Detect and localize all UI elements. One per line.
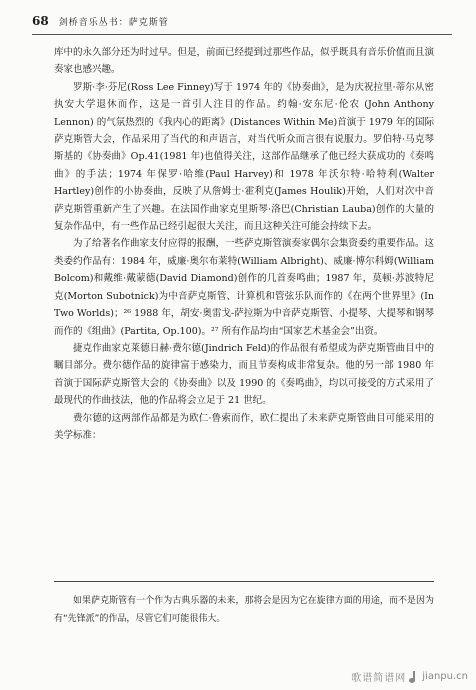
paragraph-3: 为了给著名作曲家支付应得的报酬，一些萨克斯管演奏家偶尔会集资委约重要作品。这类委约作品有：1984 年，威廉·奥尔布莱特(William Albright)、威廉·博尔科姆(William Bolcom)和戴维·戴蒙德(David Diamond)创作的几首奏鸣曲；1987 年，莫顿·苏波特尼克(Morton Subotnick)为中音萨克斯管、计算机和管弦乐队而作的《在两个世界里》(In Two Worlds)；²⁶ 1988 年，胡安·奥雷戈-萨拉斯为中音萨克斯管、小提琴、大提琴和钢琴而作的《组曲》(Partita, Op.100)。²⁷ 所有作品均由“国家艺术基金会”出资。 (54, 238, 435, 337)
body-text (54, 44, 434, 444)
quote-divider (54, 581, 434, 582)
running-head: 剑桥音乐丛书：萨克斯管 (58, 18, 169, 28)
paragraph-1: 库中的永久部分还为时过早。但是，前面已经提到过那些作品，似乎既具有音乐价值而且演奏家也感兴趣。 (54, 47, 435, 76)
music-note-icon (409, 671, 419, 683)
page-header (32, 14, 432, 34)
page-number: 68 (32, 14, 49, 28)
watermark-url: jianpu.cn (422, 671, 468, 682)
block-quote: 如果萨克斯管有一个作为古典乐器的未来，那将会是因为它在旋律方面的用途，而不是因为有“先锋派”的作品，尽管它们可能很伟大。 (54, 596, 434, 624)
paragraph-2: 罗斯·李·芬尼(Ross Lee Finney)写于 1974 年的《协奏曲》，是为庆祝拉里·蒂尔从密执安大学退休而作，这是一首引人注目的作品。约翰·安东尼·伦农 (John Anthony Lennon) 的气氛热烈的《我内心的距离》(Distances Within Me)首演于 1979 年的国际萨克斯管大会，作品采用了当代的和声语言，对当代听众而言很有说服力。罗伯特·马克琴斯基的《协奏曲》Op.41(1981 年)也值得关注，这部作品继承了他已经大获成功的《奏鸣曲》的手法；1974 年保罗·哈维(Paul Harvey)和 1978 年沃尔特·哈特利(Walter Hartley)创作的小协奏曲，反映了从詹姆士·霍利克(James Houlik)开始，人们对次中音萨克斯管重新产生了兴趣。在法国作曲家克里斯琴·洛巴(Christian Lauba)创作的大量的复杂作品中，有一些作品已经引起很大关注，而且这种关注可能会持续下去。 (54, 81, 434, 233)
paragraph-4: 捷克作曲家克莱德日赫·费尔德(Jindrich Feld)的作品很有希望成为萨克斯管曲目中的瞩目部分。费尔德作品的旋律富于感染力，而且节奏构成非常复杂。他的另一部 1980 年首演于国际萨克斯管大会的《协奏曲》以及 1990 的《奏鸣曲》，均以可接受的方式采用了最现代的作曲技法，他的作品将会立足于 21 世纪。 (54, 342, 434, 407)
watermark-site-name: 歌谱简谱网 (351, 673, 407, 684)
header-rule (32, 34, 452, 35)
paragraph-5: 费尔德的这两部作品都是为欧仁·鲁索而作，欧仁提出了未来萨克斯管曲目可能采用的美学标准： (54, 412, 434, 441)
watermark (351, 669, 468, 684)
